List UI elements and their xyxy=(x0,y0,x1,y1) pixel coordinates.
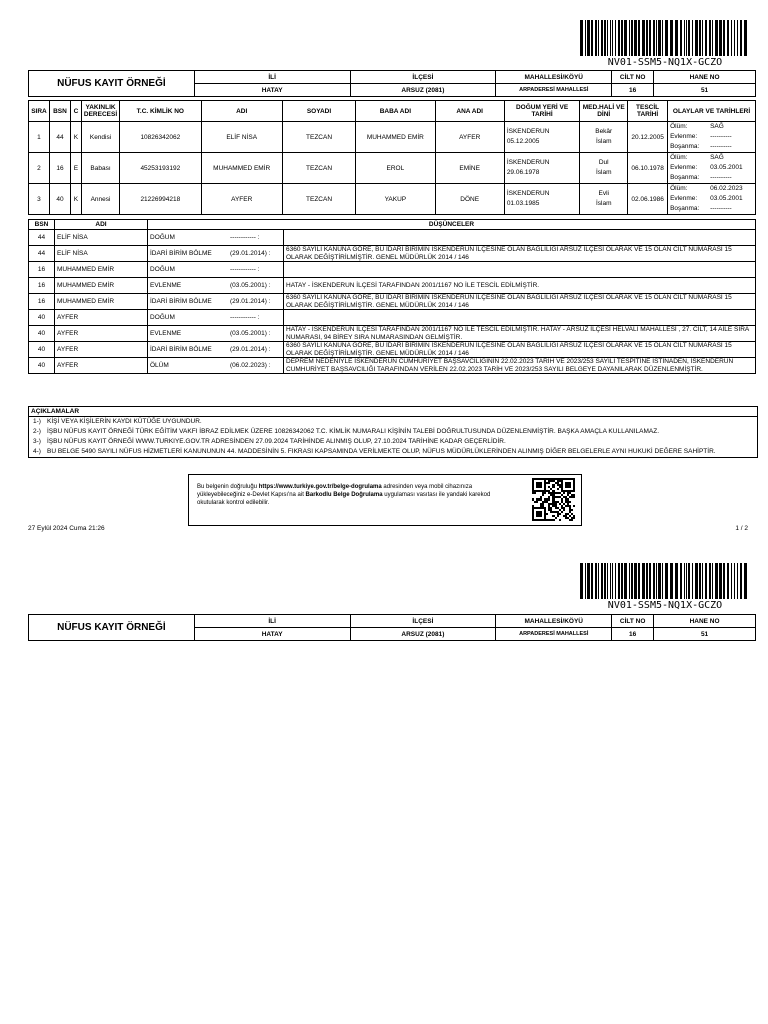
note-description xyxy=(284,262,756,278)
header-label-hane: HANE NO xyxy=(654,615,756,628)
person-dogum xyxy=(504,153,580,184)
aciklama-item xyxy=(29,437,757,447)
note-adi: AYFER xyxy=(55,342,148,358)
person-table xyxy=(28,100,756,215)
barcode xyxy=(580,563,750,599)
person-yakinlik: Annesi xyxy=(81,184,119,215)
aciklama-text: KİŞİ VEYA KİŞİLERİN KAYDI KÜTÜĞE UYGUNDUR. xyxy=(47,418,202,425)
col-note-adi: ADI xyxy=(55,220,148,230)
note-row xyxy=(29,342,756,358)
note-olay xyxy=(148,278,284,294)
person-row xyxy=(29,122,756,153)
aciklama-item xyxy=(29,447,757,457)
aciklamalar-section xyxy=(28,406,758,458)
barcode-block-page-2 xyxy=(580,563,750,611)
col-bsn: BSN xyxy=(49,101,70,122)
note-olay-type: DOĞUM xyxy=(150,234,175,241)
event-label: Boşanma: xyxy=(670,205,700,212)
note-olay xyxy=(148,230,284,246)
header-label-hane: HANE NO xyxy=(654,71,756,84)
col-olaylar: OLAYLAR VE TARİHLERİ xyxy=(668,101,756,122)
aciklama-item xyxy=(29,417,757,427)
note-olay xyxy=(148,326,284,342)
person-tc: 45253193192 xyxy=(120,153,201,184)
header-label-mahalle: MAHALLESİ/KÖYÜ xyxy=(496,615,612,628)
note-description: HATAY - İSKENDERUN İLÇESİ TARAFINDAN 2001/1167 NO İLE TESCİL EDİLMİŞTİR. xyxy=(284,278,756,294)
person-medeni: Evli xyxy=(598,189,609,197)
col-ana: ANA ADI xyxy=(435,101,504,122)
aciklama-num: 1-) xyxy=(33,418,41,425)
note-description: 6360 SAYILI KANUNA GÖRE, BU İDARİ BİRİMİN İSKENDERUN İLÇESİNE OLAN BAĞLILIĞI ARSUZ İLÇESİ OLARAK VE 15 OLAN CİLT NUMARASI 15 OLARAK DEĞİŞTİRİLMİŞTİR. GENEL MÜDÜRLÜK 2014 / 146 xyxy=(284,294,756,310)
note-row xyxy=(29,294,756,310)
header-label-ilce: İLÇESİ xyxy=(350,615,496,628)
person-dogum xyxy=(504,122,580,153)
note-bsn: 16 xyxy=(29,278,55,294)
verify-app-name: Barkodlu Belge Doğrulama xyxy=(305,492,383,498)
note-adi: AYFER xyxy=(55,310,148,326)
note-olay-type: EVLENME xyxy=(150,282,182,289)
person-sira: 1 xyxy=(29,122,50,153)
person-olaylar xyxy=(668,184,756,215)
note-olay-date: ------------ : xyxy=(230,266,260,273)
note-olay-type: İDARİ BİRİM BÖLME xyxy=(150,346,212,353)
person-ana: DÖNE xyxy=(435,184,504,215)
col-medeni: MED.HALİ VE DİNİ xyxy=(580,101,628,122)
note-row xyxy=(29,310,756,326)
col-note-dusunceler: DÜŞÜNCELER xyxy=(148,220,756,230)
event-label: Evlenme: xyxy=(670,133,698,140)
notes-table-header xyxy=(29,220,756,230)
person-dogum-yeri: İSKENDERUN xyxy=(506,158,550,166)
note-description: 6360 SAYILI KANUNA GÖRE, BU İDARİ BİRİMİN İSKENDERUN İLÇESİNE OLAN BAĞLILIĞI ARSUZ İLÇESİ OLARAK VE 15 OLAN CİLT NUMARASI 15 OLARAK DEĞİŞTİRİLMİŞTİR. GENEL MÜDÜRLÜK 2014 / 146 xyxy=(284,342,756,358)
note-olay-type: ÖLÜM xyxy=(150,362,169,369)
event-label: Ölüm: xyxy=(670,154,688,161)
event-value: 03.05.2001 xyxy=(710,164,743,171)
event-label: Ölüm: xyxy=(670,185,688,192)
person-baba: YAKUP xyxy=(356,184,435,215)
note-bsn: 16 xyxy=(29,294,55,310)
person-row xyxy=(29,153,756,184)
note-olay-date: (06.02.2023) : xyxy=(230,362,271,369)
note-description xyxy=(284,230,756,246)
person-soyadi: TEZCAN xyxy=(282,153,355,184)
note-row xyxy=(29,230,756,246)
person-tc: 10826342062 xyxy=(120,122,201,153)
note-olay-type: İDARİ BİRİM BÖLME xyxy=(150,250,212,257)
person-dogum-yeri: İSKENDERUN xyxy=(506,189,550,197)
aciklama-text: İŞBU NÜFUS KAYIT ÖRNEĞİ TÜRK EĞİTİM VAKFI İBRAZ EDİLMEK ÜZERE 10826342062 T.C. KİMLİK NUMARALI KİŞİNİN TALEBİ DOĞRULTUSUNDA DÜZENLENMİŞTİR. BAŞKA AMAÇLA KULLANILAMAZ. xyxy=(47,428,660,435)
event-label: Boşanma: xyxy=(670,143,700,150)
note-row xyxy=(29,246,756,262)
header-label-mahalle: MAHALLESİ/KÖYÜ xyxy=(496,71,612,84)
person-yakinlik: Kendisi xyxy=(81,122,119,153)
header-value-mahalle: ARPADERESİ MAHALLESİ xyxy=(496,84,612,97)
note-olay xyxy=(148,310,284,326)
document-title: NÜFUS KAYIT ÖRNEĞİ xyxy=(29,71,195,97)
person-medeni: Bekâr xyxy=(595,127,613,135)
person-din: İslam xyxy=(595,169,612,176)
person-medeni-din xyxy=(580,122,628,153)
aciklama-text: BU BELGE 5490 SAYILI NÜFUS HİZMETLERİ KANUNUNUN 44. MADDESİNİN 5. FIKRASI KAPSAMINDA VERİLMEKTE OLUP, NÜFUS MÜDÜRLÜKLERİNDEN ALINMIŞ DİĞER BELGELERLE AYNI HUKUKİ DEĞERE SAHİPTİR. xyxy=(47,448,716,455)
col-c: C xyxy=(70,101,81,122)
event-label: Ölüm: xyxy=(670,123,688,130)
header-label-il: İLİ xyxy=(194,71,350,84)
note-row xyxy=(29,326,756,342)
note-bsn: 40 xyxy=(29,310,55,326)
col-tc: T.C. KİMLİK NO xyxy=(120,101,201,122)
header-value-mahalle: ARPADERESİ MAHALLESİ xyxy=(496,628,612,641)
header-label-cilt: CİLT NO xyxy=(612,71,654,84)
person-tc: 21226994218 xyxy=(120,184,201,215)
event-value: ---------- xyxy=(710,205,732,212)
note-olay-date: (29.01.2014) : xyxy=(230,346,271,353)
event-value: 03.05.2001 xyxy=(710,195,743,202)
person-medeni-din xyxy=(580,184,628,215)
person-soyadi: TEZCAN xyxy=(282,122,355,153)
event-value: ---------- xyxy=(710,133,732,140)
person-adi: AYFER xyxy=(201,184,282,215)
aciklamalar-title: AÇIKLAMALAR xyxy=(29,407,757,417)
note-olay xyxy=(148,262,284,278)
person-bsn: 44 xyxy=(49,122,70,153)
note-adi: MUHAMMED EMİR xyxy=(55,278,148,294)
aciklama-item xyxy=(29,427,757,437)
col-adi: ADI xyxy=(201,101,282,122)
person-sira: 3 xyxy=(29,184,50,215)
note-adi: ELİF NİSA xyxy=(55,246,148,262)
note-bsn: 40 xyxy=(29,358,55,374)
note-adi: MUHAMMED EMİR xyxy=(55,294,148,310)
person-baba: MUHAMMED EMİR xyxy=(356,122,435,153)
col-dogum: DOĞUM YERİ VE TARİHİ xyxy=(504,101,580,122)
person-din: İslam xyxy=(595,200,612,207)
note-adi: ELİF NİSA xyxy=(55,230,148,246)
person-medeni: Dul xyxy=(598,158,609,166)
barcode xyxy=(580,20,750,56)
col-sira: SIRA xyxy=(29,101,50,122)
note-olay-date: (03.05.2001) : xyxy=(230,282,271,289)
note-row xyxy=(29,358,756,374)
page-footer xyxy=(28,525,748,532)
event-value: SAĞ xyxy=(710,154,724,161)
header-value-il: HATAY xyxy=(194,84,350,97)
col-yakinlik: YAKINLIK DERECESİ xyxy=(81,101,119,122)
note-bsn: 44 xyxy=(29,230,55,246)
note-olay xyxy=(148,246,284,262)
note-olay-type: İDARİ BİRİM BÖLME xyxy=(150,298,212,305)
person-row xyxy=(29,184,756,215)
note-olay xyxy=(148,294,284,310)
person-cinsiyet: E xyxy=(70,153,81,184)
aciklama-num: 4-) xyxy=(33,448,41,455)
header-label-cilt: CİLT NO xyxy=(612,615,654,628)
person-medeni-din xyxy=(580,153,628,184)
person-bsn: 16 xyxy=(49,153,70,184)
header-table-page-2 xyxy=(28,614,756,641)
person-baba: EROL xyxy=(356,153,435,184)
person-olaylar xyxy=(668,122,756,153)
notes-table xyxy=(28,219,756,374)
barcode-code: NV01-SSM5-NQ1X-GCZO xyxy=(607,57,723,68)
header-value-hane: 51 xyxy=(654,84,756,97)
event-value: ---------- xyxy=(710,174,732,181)
person-yakinlik: Babası xyxy=(81,153,119,184)
print-timestamp: 27 Eylül 2024 Cuma 21:26 xyxy=(28,525,105,532)
note-olay-date: ------------ : xyxy=(230,234,260,241)
note-description: HATAY - İSKENDERUN İLÇESİ TARAFINDAN 2001/1167 NO İLE TESCİL EDİLMİŞTİR. HATAY - ARSUZ İLÇESİ HELVALI MAHALLESİ , 27. CİLT, 14 AİLE SIRA NUMARASI, 94 BİREY SIRA NUMARASINDAN GELMİŞTİR. xyxy=(284,326,756,342)
person-din: İslam xyxy=(595,138,612,145)
note-olay-date: (29.01.2014) : xyxy=(230,250,271,257)
col-tescil: TESCİL TARİHİ xyxy=(628,101,668,122)
person-cinsiyet: K xyxy=(70,122,81,153)
note-description: DEPREM NEDENİYLE İSKENDERUN CUMHURİYET BAŞSAVCILIĞININ 22.02.2023 TARİH VE 2023/253 SAYILI TESPİTİNE İSTİNADEN, İSKENDERUN CUMHURİYET BAŞSAVCILIĞI TARAFINDAN VERİLEN 22.02.2023 TARİH VE 2023/253 SAYILI BELGEYE DAYANILARAK DÜZENLENMİŞTİR. xyxy=(284,358,756,374)
person-dogum-tarihi: 29.06.1978 xyxy=(506,169,540,176)
person-tescil: 06.10.1978 xyxy=(628,153,668,184)
event-label: Boşanma: xyxy=(670,174,700,181)
verification-box xyxy=(188,474,582,526)
aciklama-num: 3-) xyxy=(33,438,41,445)
verify-url[interactable]: https://www.turkiye.gov.tr/belge-dogrulama xyxy=(258,484,382,490)
note-bsn: 40 xyxy=(29,326,55,342)
person-tescil: 02.06.1986 xyxy=(628,184,668,215)
note-olay-type: DOĞUM xyxy=(150,266,175,273)
person-ana: AYFER xyxy=(435,122,504,153)
col-baba: BABA ADI xyxy=(356,101,435,122)
note-adi: MUHAMMED EMİR xyxy=(55,262,148,278)
person-cinsiyet: K xyxy=(70,184,81,215)
header-value-ilce: ARSUZ (2081) xyxy=(350,628,496,641)
header-label-il: İLİ xyxy=(194,615,350,628)
col-soyadi: SOYADI xyxy=(282,101,355,122)
event-value: SAĞ xyxy=(710,123,724,130)
person-table-header xyxy=(29,101,756,122)
note-bsn: 40 xyxy=(29,342,55,358)
aciklama-text: İŞBU NÜFUS KAYIT ÖRNEĞİ WWW.TURKIYE.GOV.TR ADRESİNDEN 27.09.2024 TARİHİNDE ALINMIŞ OLUP, 27.10.2024 TARİHİNE KADAR GEÇERLİDİR. xyxy=(47,438,506,445)
person-sira: 2 xyxy=(29,153,50,184)
header-value-ilce: ARSUZ (2081) xyxy=(350,84,496,97)
person-soyadi: TEZCAN xyxy=(282,184,355,215)
note-olay-type: EVLENME xyxy=(150,330,182,337)
event-value: ---------- xyxy=(710,143,732,150)
note-olay-date: ------------ : xyxy=(230,314,260,321)
document-title: NÜFUS KAYIT ÖRNEĞİ xyxy=(29,615,195,641)
header-label-ilce: İLÇESİ xyxy=(350,71,496,84)
note-olay xyxy=(148,358,284,374)
event-value: 06.02.2023 xyxy=(710,185,743,192)
col-note-bsn: BSN xyxy=(29,220,55,230)
page-number: 1 / 2 xyxy=(735,525,748,532)
person-dogum-tarihi: 05.12.2005 xyxy=(506,138,540,145)
header-value-il: HATAY xyxy=(194,628,350,641)
note-bsn: 16 xyxy=(29,262,55,278)
note-olay-date: (29.01.2014) : xyxy=(230,298,271,305)
note-row xyxy=(29,262,756,278)
aciklama-num: 2-) xyxy=(33,428,41,435)
header-table xyxy=(28,70,756,97)
header-value-hane: 51 xyxy=(654,628,756,641)
note-row xyxy=(29,278,756,294)
note-olay-type: DOĞUM xyxy=(150,314,175,321)
note-adi: AYFER xyxy=(55,326,148,342)
note-olay-date: (03.05.2001) : xyxy=(230,330,271,337)
person-dogum xyxy=(504,184,580,215)
person-dogum-tarihi: 01.03.1985 xyxy=(506,200,540,207)
person-dogum-yeri: İSKENDERUN xyxy=(506,127,550,135)
barcode-block xyxy=(580,20,750,68)
verify-text-1: Bu belgenin doğruluğu xyxy=(197,484,259,490)
person-adi: MUHAMMED EMİR xyxy=(201,153,282,184)
barcode-code: NV01-SSM5-NQ1X-GCZO xyxy=(607,600,723,611)
note-description: 6360 SAYILI KANUNA GÖRE, BU İDARİ BİRİMİN İSKENDERUN İLÇESİNE OLAN BAĞLILIĞI ARSUZ İLÇESİ OLARAK VE 15 OLAN CİLT NUMARASI 15 OLARAK DEĞİŞTİRİLMİŞTİR. GENEL MÜDÜRLÜK 2014 / 146 xyxy=(284,246,756,262)
person-ana: EMİNE xyxy=(435,153,504,184)
verification-text xyxy=(197,483,517,507)
person-adi: ELİF NİSA xyxy=(201,122,282,153)
note-olay xyxy=(148,342,284,358)
header-value-cilt: 16 xyxy=(612,84,654,97)
person-olaylar xyxy=(668,153,756,184)
event-label: Evlenme: xyxy=(670,164,698,171)
note-description xyxy=(284,310,756,326)
verify-text-3: uygulaması vasıtası ile yandaki karekod okutularak kontrol edilebilir. xyxy=(197,492,491,506)
person-bsn: 40 xyxy=(49,184,70,215)
event-label: Evlenme: xyxy=(670,195,698,202)
note-adi: AYFER xyxy=(55,358,148,374)
qr-code-icon xyxy=(532,478,575,521)
person-tescil: 20.12.2005 xyxy=(628,122,668,153)
note-bsn: 44 xyxy=(29,246,55,262)
header-value-cilt: 16 xyxy=(612,628,654,641)
verify-text-2: adresinden veya mobil cihazınıza yükleyebileceğiniz e-Devlet Kapısı'na ait xyxy=(197,484,473,498)
